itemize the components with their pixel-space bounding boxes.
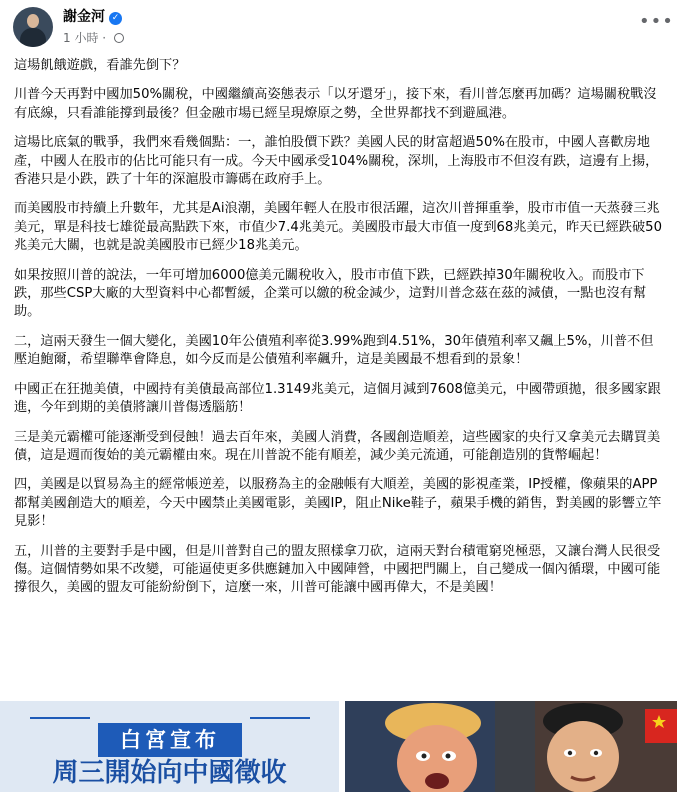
post-image-illustration[interactable] xyxy=(345,701,677,792)
post-paragraph: 如果按照川普的說法，一年可增加6000億美元關稅收入，股市市值下跌，已經跌掉30年關稅收入。而股市下跌，那些CSP大廠的大型資料中心都暫緩，企業可以繳的稅金減少，這對川普念茲在茲的減債，一點也沒有幫助。 xyxy=(14,267,647,320)
post-paragraph: 這場比底氣的戰爭，我們來看幾個點：一，誰怕股價下跌？美國人民的財富超過50%在股市，中國人喜歡房地產，中國人在股市的佔比可能只有一成。今天中國承受104%關稅，深圳，上海股市不但沒有跌，這邊有上揚，香港只是小跌，跌了十年的深滬股市籌碼在政府手上。 xyxy=(14,135,659,188)
announcement-headline: 周三開始向中國徵收 xyxy=(52,758,287,788)
post-paragraph: 川普今天再對中國加50%關稅，中國繼續高姿態表示「以牙還牙」，接下來，看川普怎麼再加碼？這場關稅戰沒有底線，只看誰能撐到最後？但金融市場已經呈現燎原之勢，全世界都找不到避風港。 xyxy=(14,87,657,121)
post-paragraph: 四，美國是以貿易為主的經常帳逆差，以服務為主的金融帳有大順差，美國的影視產業，IP授權，像蘋果的APP都幫美國創造大的順差，今天中國禁止美國電影，美國IP，阻止Nike鞋子，蘋果手機的銷售，對美國的影響立竿見影！ xyxy=(14,477,662,530)
announcement-badge-text: 白宮宣布 xyxy=(120,728,220,752)
post-image-announcement[interactable] xyxy=(0,701,339,792)
leaders-illustration xyxy=(345,701,677,792)
author-name-text[interactable]: 謝金河 xyxy=(63,9,105,25)
meta-separator: · xyxy=(102,31,107,45)
post-meta xyxy=(63,31,124,46)
globe-icon xyxy=(114,33,124,43)
author-name[interactable] xyxy=(63,9,122,26)
post-time[interactable]: 1 小時 xyxy=(63,31,99,45)
post-header xyxy=(0,0,677,56)
avatar[interactable] xyxy=(13,7,53,47)
announcement-badge xyxy=(98,723,242,757)
post-paragraph: 五，川普的主要對手是中國，但是川普對自己的盟友照樣拿刀砍，這兩天對台積電窮兇極惡，又讓台灣人民很受傷。這個情勢如果不改變，可能逼使更多供應鏈加入中國陣營，中國把門關上，自己變成一個內循環，中國可能撐很久，美國的盟友可能紛紛倒下，這麼一來，川普可能讓中國再偉大，不是美國！ xyxy=(14,543,661,596)
decorative-line xyxy=(250,717,310,719)
post-paragraph: 而美國股市持續上升數年，尤其是Ai浪潮，美國年輕人在股市很活躍，這次川普揮重拳，股市市值一天蒸發三兆美元，單是科技七雄從最高點跌下來，市值少7.4兆美元。美國股市最大市值一度到68兆美元，昨天已經跌破50兆美元大關，也就是說美國股市已經少18兆美元。 xyxy=(14,201,662,254)
post-paragraph: 二，這兩天發生一個大變化，美國10年公債殖利率從3.99%跑到4.51%，30年債殖利率又飆上5%，川普不但壓迫鮑爾，希望聯準會降息，如今反而是公債殖利率飆升，這是美國最不想看到的景象！ xyxy=(14,333,654,368)
more-options-icon[interactable]: ••• xyxy=(639,11,674,32)
post-paragraph: 中國正在狂拋美債，中國持有美債最高部位1.3149兆美元，這個月減到7608億美元，中國帶頭拋，很多國家跟進，今年到期的美債將讓川普傷透腦筋！ xyxy=(14,381,661,416)
verified-badge-icon: ✓ xyxy=(109,12,122,25)
post-paragraph: 這場飢餓遊戲，看誰先倒下？ xyxy=(14,58,186,73)
post-paragraph: 三是美元霸權可能逐漸受到侵蝕！過去百年來，美國人消費，各國創造順差，這些國家的央行又拿美元去購買美債，這是週而復始的美元霸權由來。現在川普說不能有順差，減少美元流通，可能創造別的貨幣崛起！ xyxy=(14,429,661,463)
post-body xyxy=(14,57,666,609)
post-images xyxy=(0,701,677,792)
decorative-line xyxy=(30,717,90,719)
